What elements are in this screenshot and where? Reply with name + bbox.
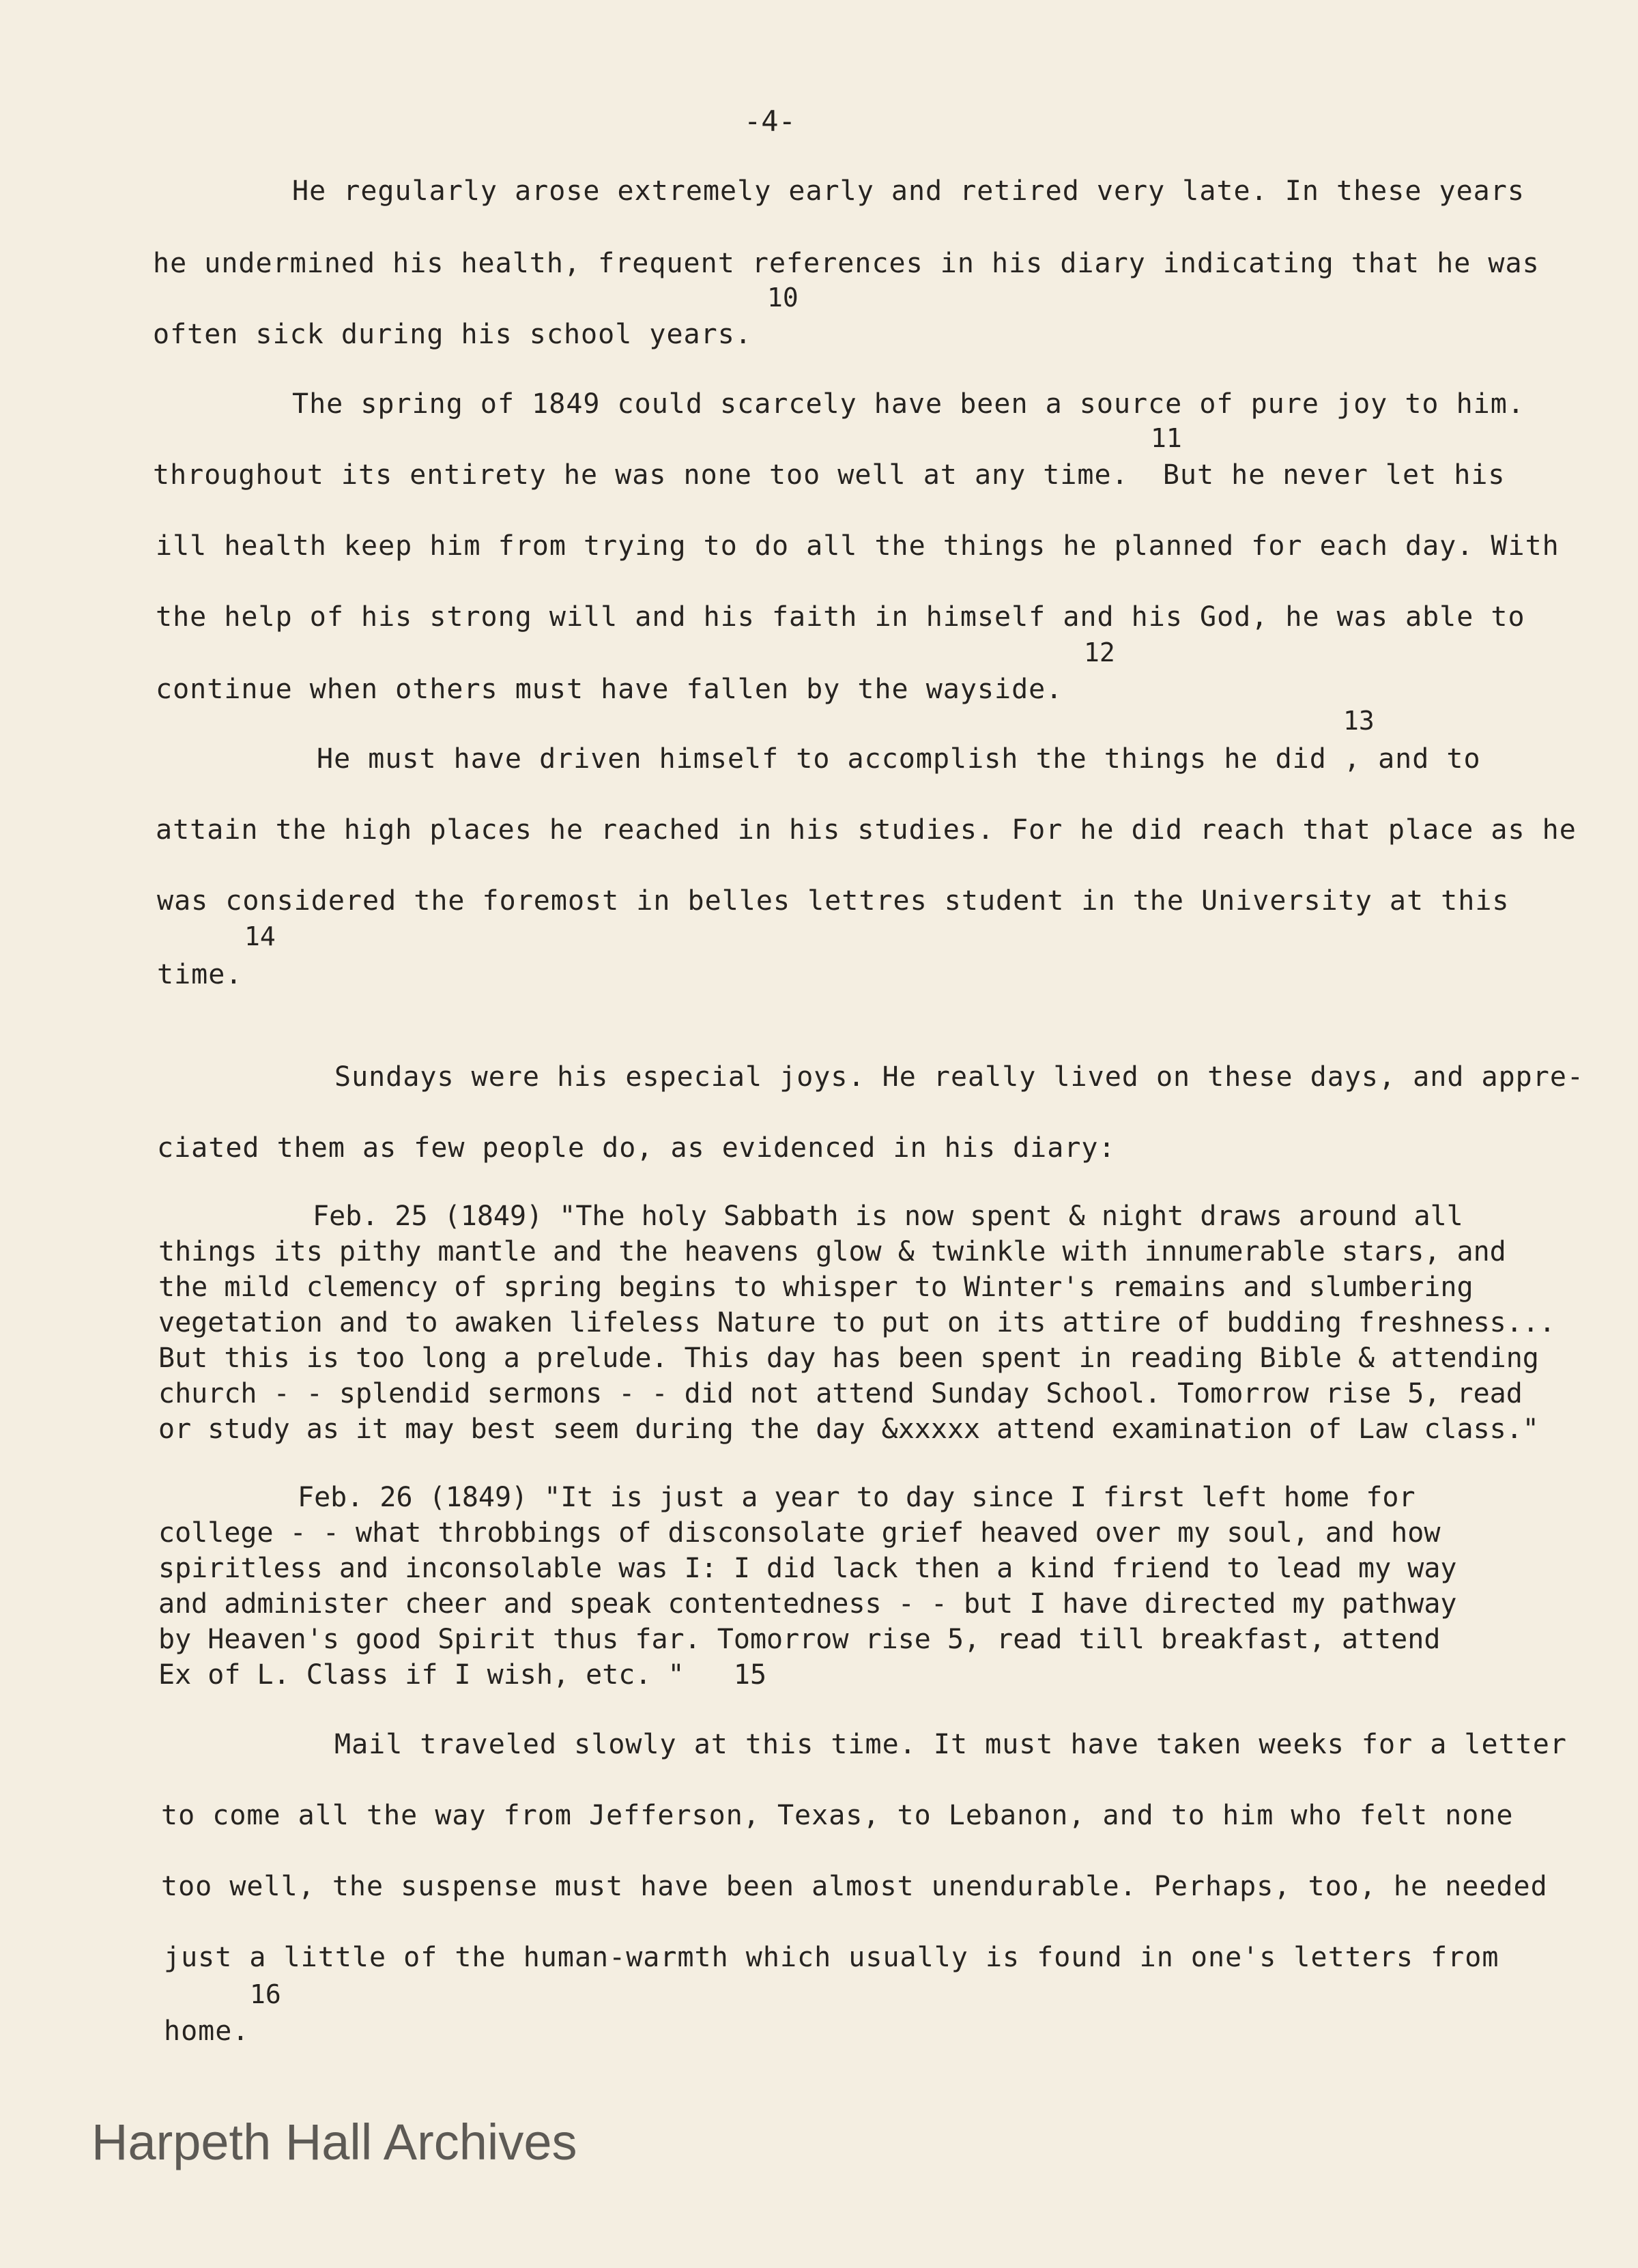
text-line: throughout its entirety he was none too well at any time. But he never let his <box>153 459 1506 491</box>
text-line: often sick during his school years. <box>153 319 752 350</box>
quote-line: Feb. 26 (1849) "It is just a year to day since I first left home for <box>298 1482 1416 1513</box>
text-line: home. <box>164 2015 250 2047</box>
quote-line: the mild clemency of spring begins to whisper to Winter's remains and slumbering <box>158 1272 1474 1303</box>
text-line: the help of his strong will and his faith in himself and his God, he was able to <box>156 601 1525 633</box>
text-line: just a little of the human-warmth which usually is found in one's letters from <box>164 1942 1499 1973</box>
footnote-marker: 13 <box>1343 706 1375 736</box>
text-line: Sundays were his especial joys. He really lived on these days, and appre- <box>334 1061 1584 1093</box>
footnote-marker: 11 <box>1151 423 1182 453</box>
text-line: ciated them as few people do, as evidenced in his diary: <box>157 1132 1116 1164</box>
quote-line: But this is too long a prelude. This day has been spent in reading Bible & attending <box>158 1343 1539 1374</box>
quote-line: vegetation and to awaken lifeless Nature to put on its attire of budding freshness... <box>158 1307 1555 1338</box>
text-line: time. <box>157 959 243 990</box>
text-line: He regularly arose extremely early and retired very late. In these years <box>292 175 1525 207</box>
text-line: attain the high places he reached in his studies. For he did reach that place as he <box>156 814 1577 846</box>
text-line: He must have driven himself to accomplish the things he did , and to <box>317 743 1481 775</box>
text-line: too well, the suspense must have been almost unendurable. Perhaps, too, he needed <box>161 1871 1548 1902</box>
text-line: continue when others must have fallen by the wayside. <box>156 674 1063 705</box>
text-line: Mail traveled slowly at this time. It must have taken weeks for a letter <box>334 1729 1567 1760</box>
quote-line: college - - what throbbings of disconsolate grief heaved over my soul, and how <box>158 1517 1441 1549</box>
footnote-marker: 16 <box>250 1979 281 2009</box>
quote-line: spiritless and inconsolable was I: I did lack then a kind friend to lead my way <box>158 1553 1457 1584</box>
text-line: was considered the foremost in belles lettres student in the University at this <box>157 885 1510 917</box>
quote-line: Ex of L. Class if I wish, etc. " 15 <box>158 1659 767 1691</box>
quote-line: Feb. 25 (1849) "The holy Sabbath is now spent & night draws around all <box>313 1201 1463 1232</box>
footnote-marker: 10 <box>767 283 799 313</box>
quote-line: or study as it may best seem during the day &xxxxx attend examination of Law class." <box>158 1413 1539 1445</box>
footnote-marker: 12 <box>1084 637 1115 668</box>
text-line: he undermined his health, frequent references in his diary indicating that he was <box>153 248 1540 279</box>
text-line: ill health keep him from trying to do all the things he planned for each day. With <box>156 530 1560 562</box>
page-number: -4- <box>744 104 796 138</box>
text-line: to come all the way from Jefferson, Texas, to Lebanon, and to him who felt none <box>161 1800 1514 1831</box>
footnote-marker: 14 <box>244 921 276 951</box>
quote-line: church - - splendid sermons - - did not attend Sunday School. Tomorrow rise 5, read <box>158 1378 1523 1409</box>
archive-watermark: Harpeth Hall Archives <box>91 2114 577 2170</box>
quote-line: things its pithy mantle and the heavens glow & twinkle with innumerable stars, and <box>158 1236 1506 1267</box>
quote-line: and administer cheer and speak contentedness - - but I have directed my pathway <box>158 1588 1457 1620</box>
quote-line: by Heaven's good Spirit thus far. Tomorrow rise 5, read till breakfast, attend <box>158 1624 1441 1655</box>
text-line: The spring of 1849 could scarcely have been a source of pure joy to him. <box>292 388 1525 420</box>
